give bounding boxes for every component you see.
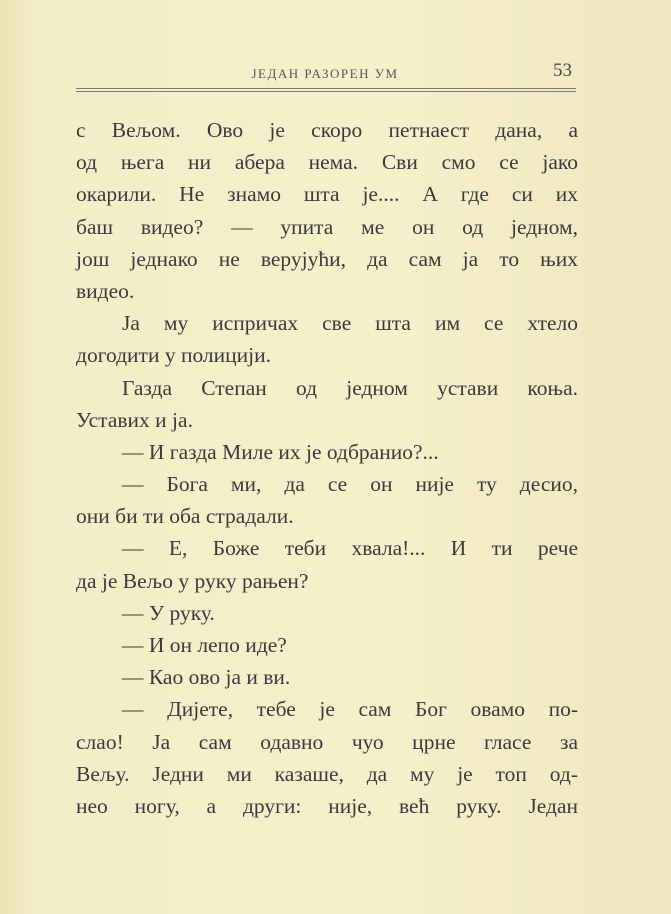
text-line: окарили. Не знамо шта је.... А где си их	[76, 182, 578, 207]
text-line: догодити у полицији.	[76, 343, 272, 368]
text-line: — И газда Миле их је одбранио?...	[122, 439, 439, 464]
text-line: — Бога ми, да се он није ту десио,	[122, 472, 578, 497]
body-text	[76, 114, 578, 822]
text-line: баш видео? — упита ме он од једном,	[76, 214, 578, 239]
text-line: да је Вељо у руку рањен?	[76, 568, 309, 593]
text-line: још једнако не верујући, да сам ја то њих	[76, 246, 578, 271]
text-line: — У руку.	[122, 600, 215, 625]
text-line: Ја му испричах све шта им се хтело	[122, 311, 578, 336]
text-line: Уставих и ја.	[76, 407, 193, 432]
page-number: 53	[553, 60, 572, 81]
text-line: — Као ово ја и ви.	[122, 665, 291, 690]
text-line: Вељу. Једни ми казаше, да му је топ од-	[76, 761, 578, 786]
text-line: — Е, Боже теби хвала!... И ти рече	[122, 536, 578, 561]
text-line: — И он лепо иде?	[122, 633, 287, 657]
text-line: они би ти оба страдали.	[76, 504, 294, 529]
text-line: Газда Степан од једном устави коња.	[122, 375, 578, 400]
text-line: с Вељом. Ово је скоро петнаест дана, а	[76, 118, 578, 142]
text-line: — Дијете, тебе је сам Бог овамо по-	[122, 697, 578, 722]
text-line: видео.	[76, 278, 135, 303]
text-line: слао! Ја сам одавно чуо црне гласе за	[76, 729, 578, 754]
header-rule	[76, 88, 576, 92]
page-header	[76, 60, 574, 88]
text-line: од њега ни абера нема. Сви смо се јако	[76, 150, 578, 175]
running-title: ЈЕДАН РАЗОРЕН УМ	[251, 66, 399, 81]
text-line: нео ногу, а други: није, већ руку. Један	[76, 793, 578, 818]
